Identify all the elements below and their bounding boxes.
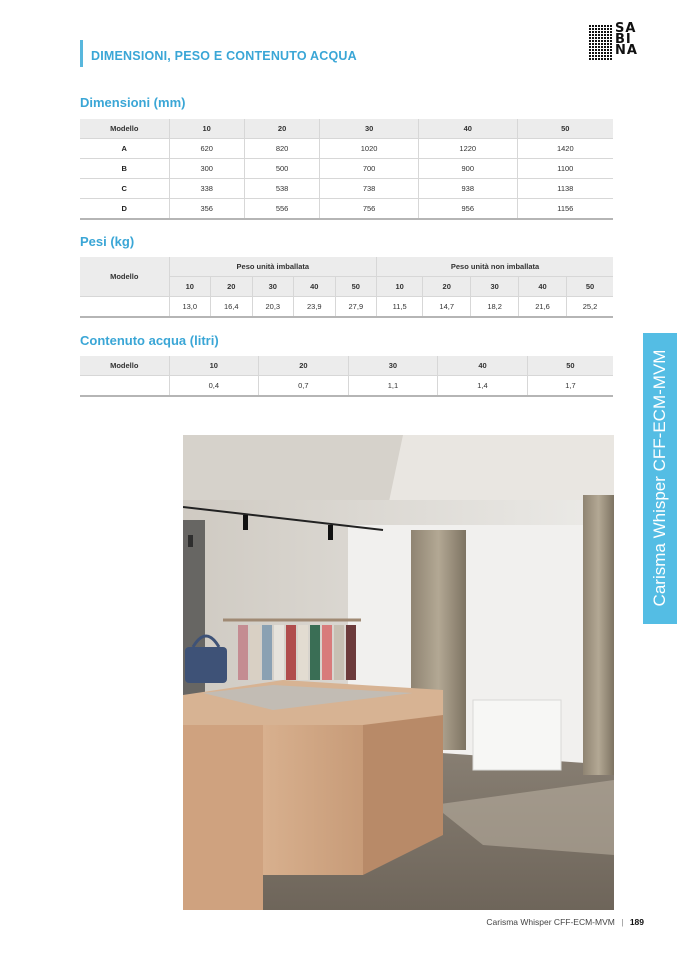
column-header: 30 (252, 277, 294, 297)
column-header: 30 (471, 277, 519, 297)
table-cell: 13,0 (169, 297, 211, 318)
column-header: 30 (348, 356, 438, 376)
table-cell: 27,9 (335, 297, 377, 318)
table-cell: 1156 (517, 199, 613, 220)
column-header: 10 (377, 277, 423, 297)
table-cell: 956 (418, 199, 517, 220)
footer-product: Carisma Whisper CFF-ECM-MVM (486, 917, 615, 927)
table-cell: 300 (169, 159, 244, 179)
table-cell: 0,7 (259, 376, 349, 397)
table-cell: 338 (169, 179, 244, 199)
side-tab-label: Carisma Whisper CFF-ECM-MVM (650, 349, 669, 607)
column-header: Modello (80, 257, 169, 297)
table-header-row (80, 356, 613, 376)
column-header: 20 (423, 277, 471, 297)
page-title: DIMENSIONI, PESO E CONTENUTO ACQUA (91, 49, 357, 63)
water-table (80, 356, 613, 397)
table-cell: 21,6 (519, 297, 567, 318)
brand-logo-text: SA BI NA (615, 21, 638, 58)
page-number: 189 (629, 917, 644, 927)
column-header: 30 (320, 119, 419, 139)
water-title: Contenuto acqua (litri) (80, 333, 219, 348)
table-cell: 820 (244, 139, 319, 159)
table-cell (80, 297, 169, 318)
table-row (80, 179, 613, 199)
column-header: 40 (294, 277, 336, 297)
page-footer (486, 917, 644, 927)
table-cell: 500 (244, 159, 319, 179)
dimensions-table (80, 119, 613, 220)
table-row (80, 139, 613, 159)
table-cell: 938 (418, 179, 517, 199)
table-cell: 1,1 (348, 376, 438, 397)
table-cell: 20,3 (252, 297, 294, 318)
column-header: 20 (211, 277, 253, 297)
table-cell: 16,4 (211, 297, 253, 318)
column-header: 10 (169, 277, 211, 297)
table-cell: 556 (244, 199, 319, 220)
table-cell: 356 (169, 199, 244, 220)
column-header: 40 (418, 119, 517, 139)
table-cell: 620 (169, 139, 244, 159)
table-cell: 1220 (418, 139, 517, 159)
dimensions-title: Dimensioni (mm) (80, 95, 186, 110)
showroom-photo (183, 435, 614, 910)
table-cell: 1020 (320, 139, 419, 159)
column-header: 40 (438, 356, 528, 376)
column-header: Modello (80, 119, 169, 139)
table-cell: 0,4 (169, 376, 259, 397)
table-cell: 1,7 (527, 376, 613, 397)
table-cell: 25,2 (567, 297, 613, 318)
column-header: 20 (259, 356, 349, 376)
row-label: A (80, 139, 169, 159)
table-row (80, 199, 613, 220)
column-header: 50 (517, 119, 613, 139)
group-header-packed: Peso unità imballata (169, 257, 377, 277)
weights-title: Pesi (kg) (80, 234, 135, 249)
column-header: 50 (567, 277, 613, 297)
row-label: C (80, 179, 169, 199)
column-header: 40 (519, 277, 567, 297)
table-cell: 23,9 (294, 297, 336, 318)
column-header: Modello (80, 356, 169, 376)
column-header: 50 (335, 277, 377, 297)
table-cell (80, 376, 169, 397)
table-cell: 14,7 (423, 297, 471, 318)
table-cell: 538 (244, 179, 319, 199)
table-cell: 18,2 (471, 297, 519, 318)
table-cell: 1420 (517, 139, 613, 159)
table-cell: 900 (418, 159, 517, 179)
table-cell: 738 (320, 179, 419, 199)
footer-separator: | (621, 917, 624, 927)
column-header: 10 (169, 356, 259, 376)
column-header: 10 (169, 119, 244, 139)
table-cell: 11,5 (377, 297, 423, 318)
column-header: 20 (244, 119, 319, 139)
column-header: 50 (527, 356, 613, 376)
table-cell: 1,4 (438, 376, 528, 397)
group-header-unpacked: Peso unità non imballata (377, 257, 613, 277)
header-accent-bar (80, 40, 83, 67)
table-header-row (80, 119, 613, 139)
table-cell: 756 (320, 199, 419, 220)
row-label: B (80, 159, 169, 179)
table-header-row (80, 257, 613, 277)
table-row (80, 376, 613, 397)
weights-table (80, 257, 613, 318)
table-row (80, 297, 613, 318)
table-cell: 1138 (517, 179, 613, 199)
table-cell: 700 (320, 159, 419, 179)
row-label: D (80, 199, 169, 220)
table-cell: 1100 (517, 159, 613, 179)
table-row (80, 159, 613, 179)
